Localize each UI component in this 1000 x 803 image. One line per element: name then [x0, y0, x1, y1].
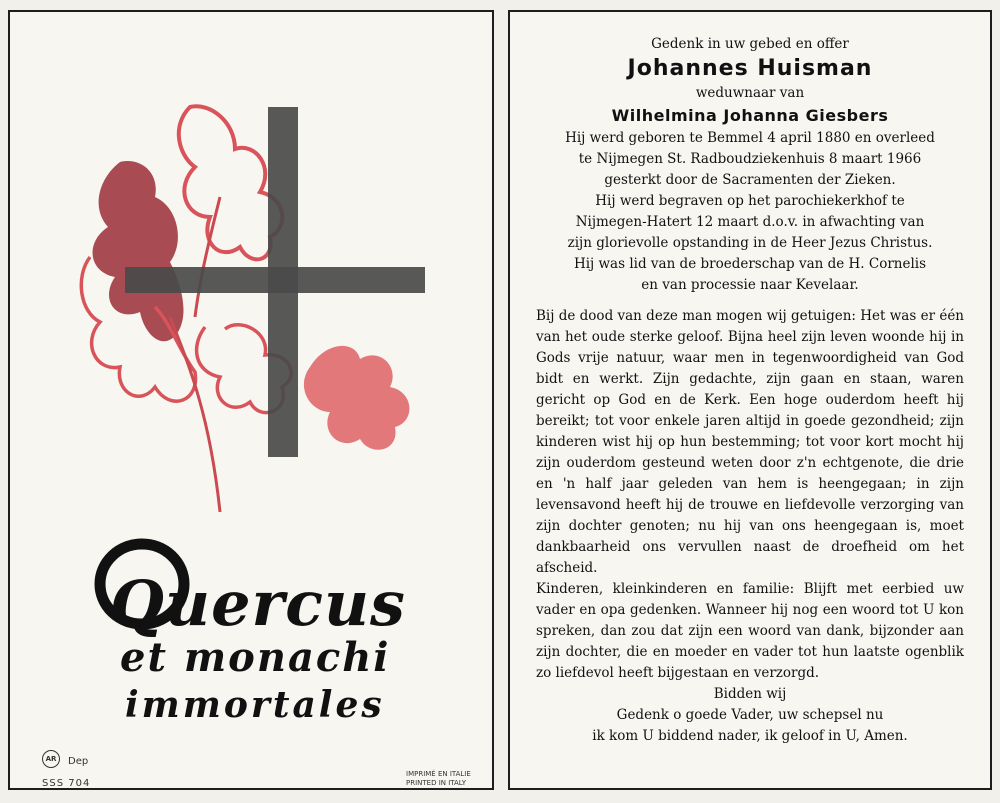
oak-leaf-outline-icon [179, 106, 283, 259]
publisher-dep: Dep [68, 756, 89, 767]
oak-leaf-red-icon [304, 346, 410, 450]
deceased-name: Johannes Huisman [627, 56, 873, 81]
cross-horizontal-bar [125, 267, 425, 293]
latin-motto-line-1: Quercus [110, 567, 406, 640]
prayer-title: Bidden wij [713, 686, 787, 702]
bio-line: Nijmegen-Hatert 12 maart d.o.v. in afwachting van [575, 214, 925, 230]
bio-line: gesterkt door de Sacramenten der Zieken. [604, 172, 896, 188]
front-card [8, 10, 494, 790]
oak-leaves-cross-illustration [60, 67, 440, 517]
back-card [508, 10, 992, 790]
printed-line-2: PRINTED IN ITALY [406, 779, 467, 787]
oak-leaf-dark-icon [93, 161, 184, 341]
prayer-line-2: ik kom U biddend nader, ik geloof in U, Amen. [592, 728, 908, 744]
bio-line: Hij was lid van de broederschap van de H. Cornelis [573, 256, 927, 272]
latin-motto-line-2: et monachi [120, 634, 391, 681]
latin-motto-line-3: immortales [125, 684, 385, 726]
bio-line: Hij werd begraven op het parochiekerkhof te [595, 193, 905, 209]
intro-line: Gedenk in uw gebed en offer [651, 36, 849, 52]
printed-in-italy [406, 770, 471, 788]
relation-line: weduwnaar van [695, 85, 805, 101]
family-paragraph: Kinderen, kleinkinderen en familie: Blijft met eerbied uw vader en opa gedenken. Wanneer hij nog een woord tot U kon spreken, dan zou dat zijn een woord van dank, bijzonder aan zijn dochter, die en moeder en vader tot hun laatste ogenblik zo liefdevol heeft bijgestaan en verzorgd. [536, 581, 964, 681]
tribute-paragraph: Bij de dood van deze man mogen wij getuigen: Het was er één van het oude sterke geloof. Bijna heel zijn leven woonde hij in Gods vrije natuur, waar men in tegenwoordigheid van God bidt en werkt. Zijn gedachte, zijn gaan en staan, waren gericht op God en de Kerk. Een hoge ouderdom heeft hij bereikt; tot voor enkele jaren altijd in goede gezondheid; zijn kinderen wist hij op hun bestemming; tot voor kort mocht hij zijn ouderdom gesteund weten door z'n echtgenote, die drie en 'n half jaar geleden van hem is heengegaan; in zijn levensavond heeft hij de trouwe en liefdevolle verzorging van zijn dochter genoten; nu hij van ons heengegaan is, moet dankbaarheid ons vervullen naast de droefheid om het afscheid. [536, 308, 964, 576]
bio-line: te Nijmegen St. Radboudziekenhuis 8 maart 1966 [578, 151, 922, 167]
bio-line: en van processie naar Kevelaar. [641, 277, 859, 293]
bio-line: zijn glorievolle opstanding in de Heer Jezus Christus. [567, 235, 933, 251]
printed-line-1: IMPRIMÉ EN ITALIE [406, 770, 471, 778]
publisher-logo: AR [42, 750, 60, 768]
prayer-line-1: Gedenk o goede Vader, uw schepsel nu [616, 707, 884, 723]
bio-line: Hij werd geboren te Bemmel 4 april 1880 en overleed [565, 130, 935, 146]
publisher-code: SSS 704 [42, 778, 91, 789]
spouse-name: Wilhelmina Johanna Giesbers [611, 106, 889, 125]
